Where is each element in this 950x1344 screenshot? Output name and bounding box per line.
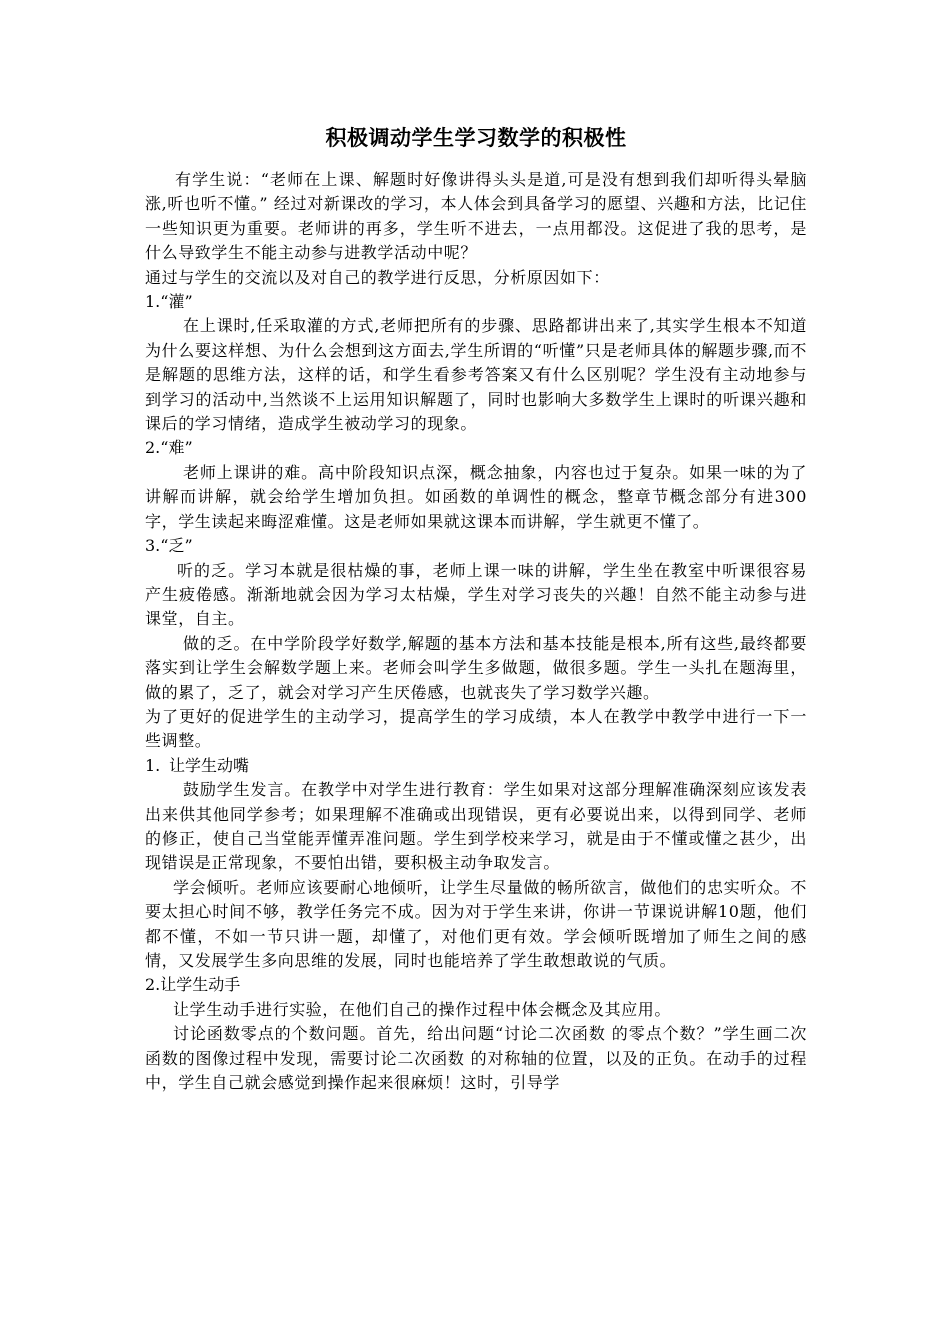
- section-heading-hands-on: 2.让学生动手: [145, 975, 241, 995]
- list-number: 1.: [145, 755, 161, 775]
- adjustment-intro-paragraph: 为了更好的促进学生的主动学习，提高学生的学习成绩，本人在教学中教学中进行一下一些调整。: [145, 706, 807, 751]
- fa-doing-paragraph: 做的乏。在中学阶段学好数学,解题的基本方法和基本技能是根本,所有这些,最终都要落实到让学生会解数学题上来。老师会叫学生多做题，做很多题。学生一头扎在题海里，做的累了，乏了，就会对学习产生厌倦感，也就丧失了学习数学兴趣。: [145, 633, 807, 702]
- nan-paragraph: 老师上课讲的难。高中阶段知识点深，概念抽象，内容也过于复杂。如果一味的为了讲解而讲解，就会给学生增加负担。如函数的单调性的概念，整章节概念部分有进300字，学生读起来晦涩难懂。这是老师如果就这课本而讲解，学生就更不懂了。: [145, 462, 807, 531]
- function-zero-paragraph: 讨论函数零点的个数问题。首先，给出问题“讨论二次函数 的零点个数？”学生画二次函数的图像过程中发现，需要讨论二次函数 的对称轴的位置，以及的正负。在动手的过程中，学生自己就会感觉到操作起来很麻烦！这时，引导学: [145, 1024, 807, 1093]
- section-heading-fa: 3.“乏”: [145, 536, 193, 556]
- section-heading-guan: 1.“灌”: [145, 292, 193, 312]
- analysis-intro-paragraph: 通过与学生的交流以及对自己的教学进行反思，分析原因如下：: [145, 267, 610, 287]
- intro-paragraph: 有学生说：“老师在上课、解题时好像讲得头头是道,可是没有想到我们却听得头晕脑涨,听也听不懂。” 经过对新课改的学习，本人体会到具备学习的愿望、兴趣和方法，比记住一些知识更为重要。老师讲的再多，学生听不进去，一点用都没。这促进了我的思考，是什么导致学生不能主动参与进教学活动中呢？: [145, 170, 807, 263]
- guan-paragraph: 在上课时,任采取灌的方式,老师把所有的步骤、思路都讲出来了,其实学生根本不知道为什么要这样想、为什么会想到这方面去,学生所谓的“听懂”只是老师具体的解题步骤,而不是解题的思维方法，这样的话，和学生看参考答案又有什么区别呢？学生没有主动地参与到学习的活动中,当然谈不上运用知识解题了，同时也影响大多数学生上课时的听课兴趣和课后的学习情绪，造成学生被动学习的现象。: [145, 316, 807, 434]
- section-heading-speak-text: 让学生动嘴: [169, 755, 250, 775]
- listening-paragraph: 学会倾听。老师应该要耐心地倾听，让学生尽量做的畅所欲言，做他们的忠实听众。不要太担心时间不够，教学任务完不成。因为对于学生来讲，你讲一节课说讲解10题，他们都不懂，不如一节只讲一题，却懂了，对他们更有效。学会倾听既增加了师生之间的感情，又发展学生多向思维的发展，同时也能培养了学生敢想敢说的气质。: [145, 877, 807, 970]
- document-body: [145, 118, 807, 1095]
- document-title: 积极调动学生学习数学的积极性: [325, 125, 627, 150]
- encourage-speaking-paragraph: 鼓励学生发言。在教学中对学生进行教育：学生如果对这部分理解准确深刻应该发表出来供其他同学参考；如果理解不准确或出现错误，更有必要说出来，以得到同学、老师的修正，使自己当堂能弄懂弄准问题。学生到学校来学习，就是由于不懂或懂之甚少，出现错误是正常现象，不要怕出错，要积极主动争取发言。: [145, 780, 807, 873]
- section-heading-nan: 2.“难”: [145, 438, 193, 458]
- hands-on-paragraph: 让学生动手进行实验，在他们自己的操作过程中体会概念及其应用。: [173, 999, 672, 1019]
- section-heading-speak: [145, 754, 807, 778]
- fa-listening-paragraph: 听的乏。学习本就是很枯燥的事，老师上课一味的讲解，学生坐在教室中听课很容易产生疲倦感。渐渐地就会因为学习太枯燥，学生对学习丧失的兴趣！自然不能主动参与进课堂，自主。: [145, 560, 807, 629]
